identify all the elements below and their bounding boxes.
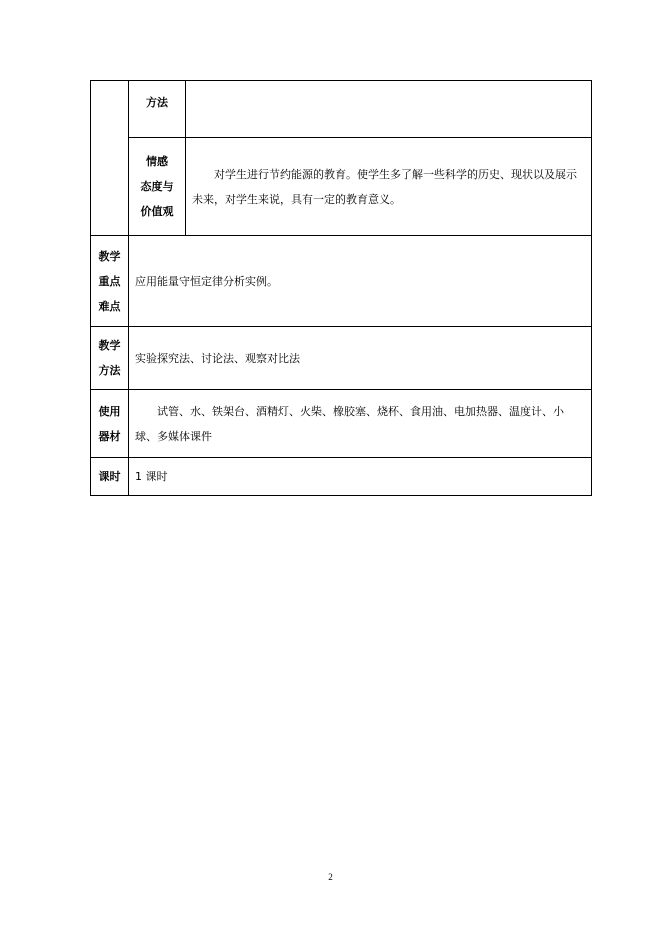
teaching-method-label xyxy=(91,327,129,390)
page-number: 2 xyxy=(328,872,333,882)
emotion-label xyxy=(129,138,186,236)
key-points-label-line: 教学 xyxy=(98,249,121,263)
emotion-content: 对学生进行节约能源的教育。使学生多了解一些科学的历史、现状以及展示未来，对学生来说，具有一定的教育意义。 xyxy=(186,138,592,236)
emotion-label-line: 态度与 xyxy=(140,180,174,193)
table-row-method xyxy=(91,81,592,138)
method-content xyxy=(186,81,592,138)
objectives-blank-cell xyxy=(91,81,129,236)
table-row-hours xyxy=(91,458,592,496)
teaching-method-label-line: 方法 xyxy=(98,364,121,377)
equipment-label-line: 使用 xyxy=(98,404,121,418)
emotion-label-line: 情感 xyxy=(146,155,168,168)
equipment-label-line: 器材 xyxy=(98,429,121,443)
table-row-key-points xyxy=(91,236,592,327)
key-points-label xyxy=(91,236,129,327)
method-label: 方法 xyxy=(129,81,186,138)
equipment-label xyxy=(91,390,129,458)
table-row-emotion xyxy=(91,138,592,236)
teaching-method-label-line: 教学 xyxy=(98,339,121,352)
teaching-method-content: 实验探究法、讨论法、观察对比法 xyxy=(129,327,592,390)
key-points-label-line: 难点 xyxy=(98,299,121,313)
lesson-plan-table xyxy=(90,80,592,496)
key-points-content: 应用能量守恒定律分析实例。 xyxy=(129,236,592,327)
key-points-label-line: 重点 xyxy=(98,274,121,288)
equipment-content: 试管、水、铁架台、酒精灯、火柴、橡胶塞、烧杯、食用油、电加热器、温度计、小球、多媒体课件 xyxy=(129,390,592,458)
table-row-equipment xyxy=(91,390,592,458)
table-row-teaching-method xyxy=(91,327,592,390)
hours-label: 课时 xyxy=(91,458,129,496)
hours-content: 1 课时 xyxy=(129,458,592,496)
emotion-label-line: 价值观 xyxy=(140,205,174,218)
